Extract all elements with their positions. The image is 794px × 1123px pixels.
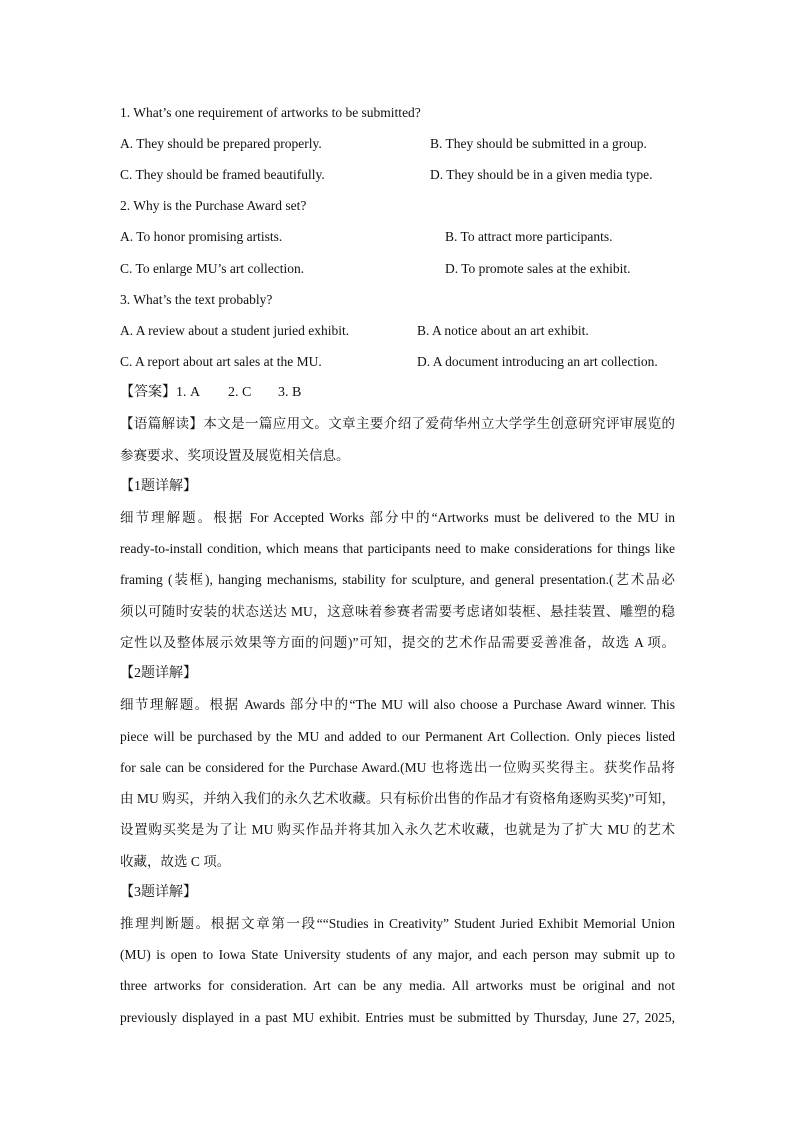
explanation-2-line-2: piece will be purchased by the MU and added to our Permanent Art Collection. Only pieces listed	[120, 729, 675, 744]
explanation-3-line-2: (MU) is open to Iowa State University students of any major, and each person may submit up to	[120, 947, 675, 962]
overview-line-2: 参赛要求、奖项设置及展览相关信息。	[120, 448, 350, 463]
explanation-3-line-3: three artworks for consideration. Art can be any media. All artworks must be original and not	[120, 978, 675, 993]
question-1-option-d: D. They should be in a given media type.	[430, 167, 653, 182]
explanation-1-line-1: 细节理解题。根据 For Accepted Works 部分中的“Artworks must be delivered to the MU in	[120, 510, 675, 525]
explanation-2-line-3: for sale can be considered for the Purchase Award.(MU 也将选出一位购买奖得主。获奖作品将	[120, 760, 675, 775]
answer-line	[120, 383, 675, 403]
question-3-option-d: D. A document introducing an art collection.	[417, 354, 658, 369]
explanation-1-heading: 【1题详解】	[120, 479, 197, 494]
question-2-stem: 2. Why is the Purchase Award set?	[120, 198, 307, 213]
explanation-1-line-3: framing (装框), hanging mechanisms, stability for sculpture, and general presentation.(艺术品必	[120, 572, 675, 587]
explanation-2-line-1: 细节理解题。根据 Awards 部分中的“The MU will also choose a Purchase Award winner. This	[120, 697, 675, 712]
explanation-3-line-1: 推理判断题。根据文章第一段““Studies in Creativity” Student Juried Exhibit Memorial Union	[120, 916, 675, 931]
explanation-2-line-4: 由 MU 购买，并纳入我们的永久艺术收藏。只有标价出售的作品才有资格角逐购买奖)”可知，	[120, 791, 675, 806]
answer-item-2: 2. C	[228, 385, 252, 400]
answer-item-1: 1. A	[176, 385, 201, 400]
question-1-stem: 1. What’s one requirement of artworks to be submitted?	[120, 105, 421, 120]
explanation-1-line-5: 定性以及整体展示效果等方面的问题)”可知，提交的艺术作品需要妥善准备，故选 A 项。	[120, 635, 675, 650]
answer-item-3: 3. B	[278, 385, 302, 400]
explanation-2-heading: 【2题详解】	[120, 666, 197, 681]
question-3-option-b: B. A notice about an art exhibit.	[417, 323, 589, 338]
question-3-option-a: A. A review about a student juried exhibit.	[120, 323, 350, 338]
question-2-option-b: B. To attract more participants.	[445, 229, 613, 244]
question-2-option-c: C. To enlarge MU’s art collection.	[120, 261, 305, 276]
overview-label: 【语篇解读】	[120, 416, 204, 431]
explanation-1-line-4: 须以可随时安装的状态送达 MU，这意味着参赛者需要考虑诸如装框、悬挂装置、雕塑的稳	[120, 604, 675, 619]
explanation-1-line-2: ready-to-install condition, which means that participants need to make considerations for things like	[120, 541, 675, 556]
explanation-3-line-4: previously displayed in a past MU exhibit. Entries must be submitted by Thursday, June 27, 2025,	[120, 1010, 675, 1025]
question-1-option-b: B. They should be submitted in a group.	[430, 136, 647, 151]
question-3-stem: 3. What’s the text probably?	[120, 292, 273, 307]
question-2-option-a: A. To honor promising artists.	[120, 229, 283, 244]
explanation-2-line-5: 设置购买奖是为了让 MU 购买作品并将其加入永久艺术收藏，也就是为了扩大 MU 的艺术	[120, 822, 675, 837]
question-3-option-c: C. A report about art sales at the MU.	[120, 354, 322, 369]
explanation-2-line-6: 收藏，故选 C 项。	[120, 854, 231, 869]
question-2-option-d: D. To promote sales at the exhibit.	[445, 261, 631, 276]
overview-line-1: 【语篇解读】本文是一篇应用文。文章主要介绍了爱荷华州立大学学生创意研究评审展览的	[120, 416, 676, 431]
question-1-option-c: C. They should be framed beautifully.	[120, 167, 325, 182]
question-1-option-a: A. They should be prepared properly.	[120, 136, 322, 151]
answer-label: 【答案】	[120, 385, 176, 400]
explanation-3-heading: 【3题详解】	[120, 885, 197, 900]
